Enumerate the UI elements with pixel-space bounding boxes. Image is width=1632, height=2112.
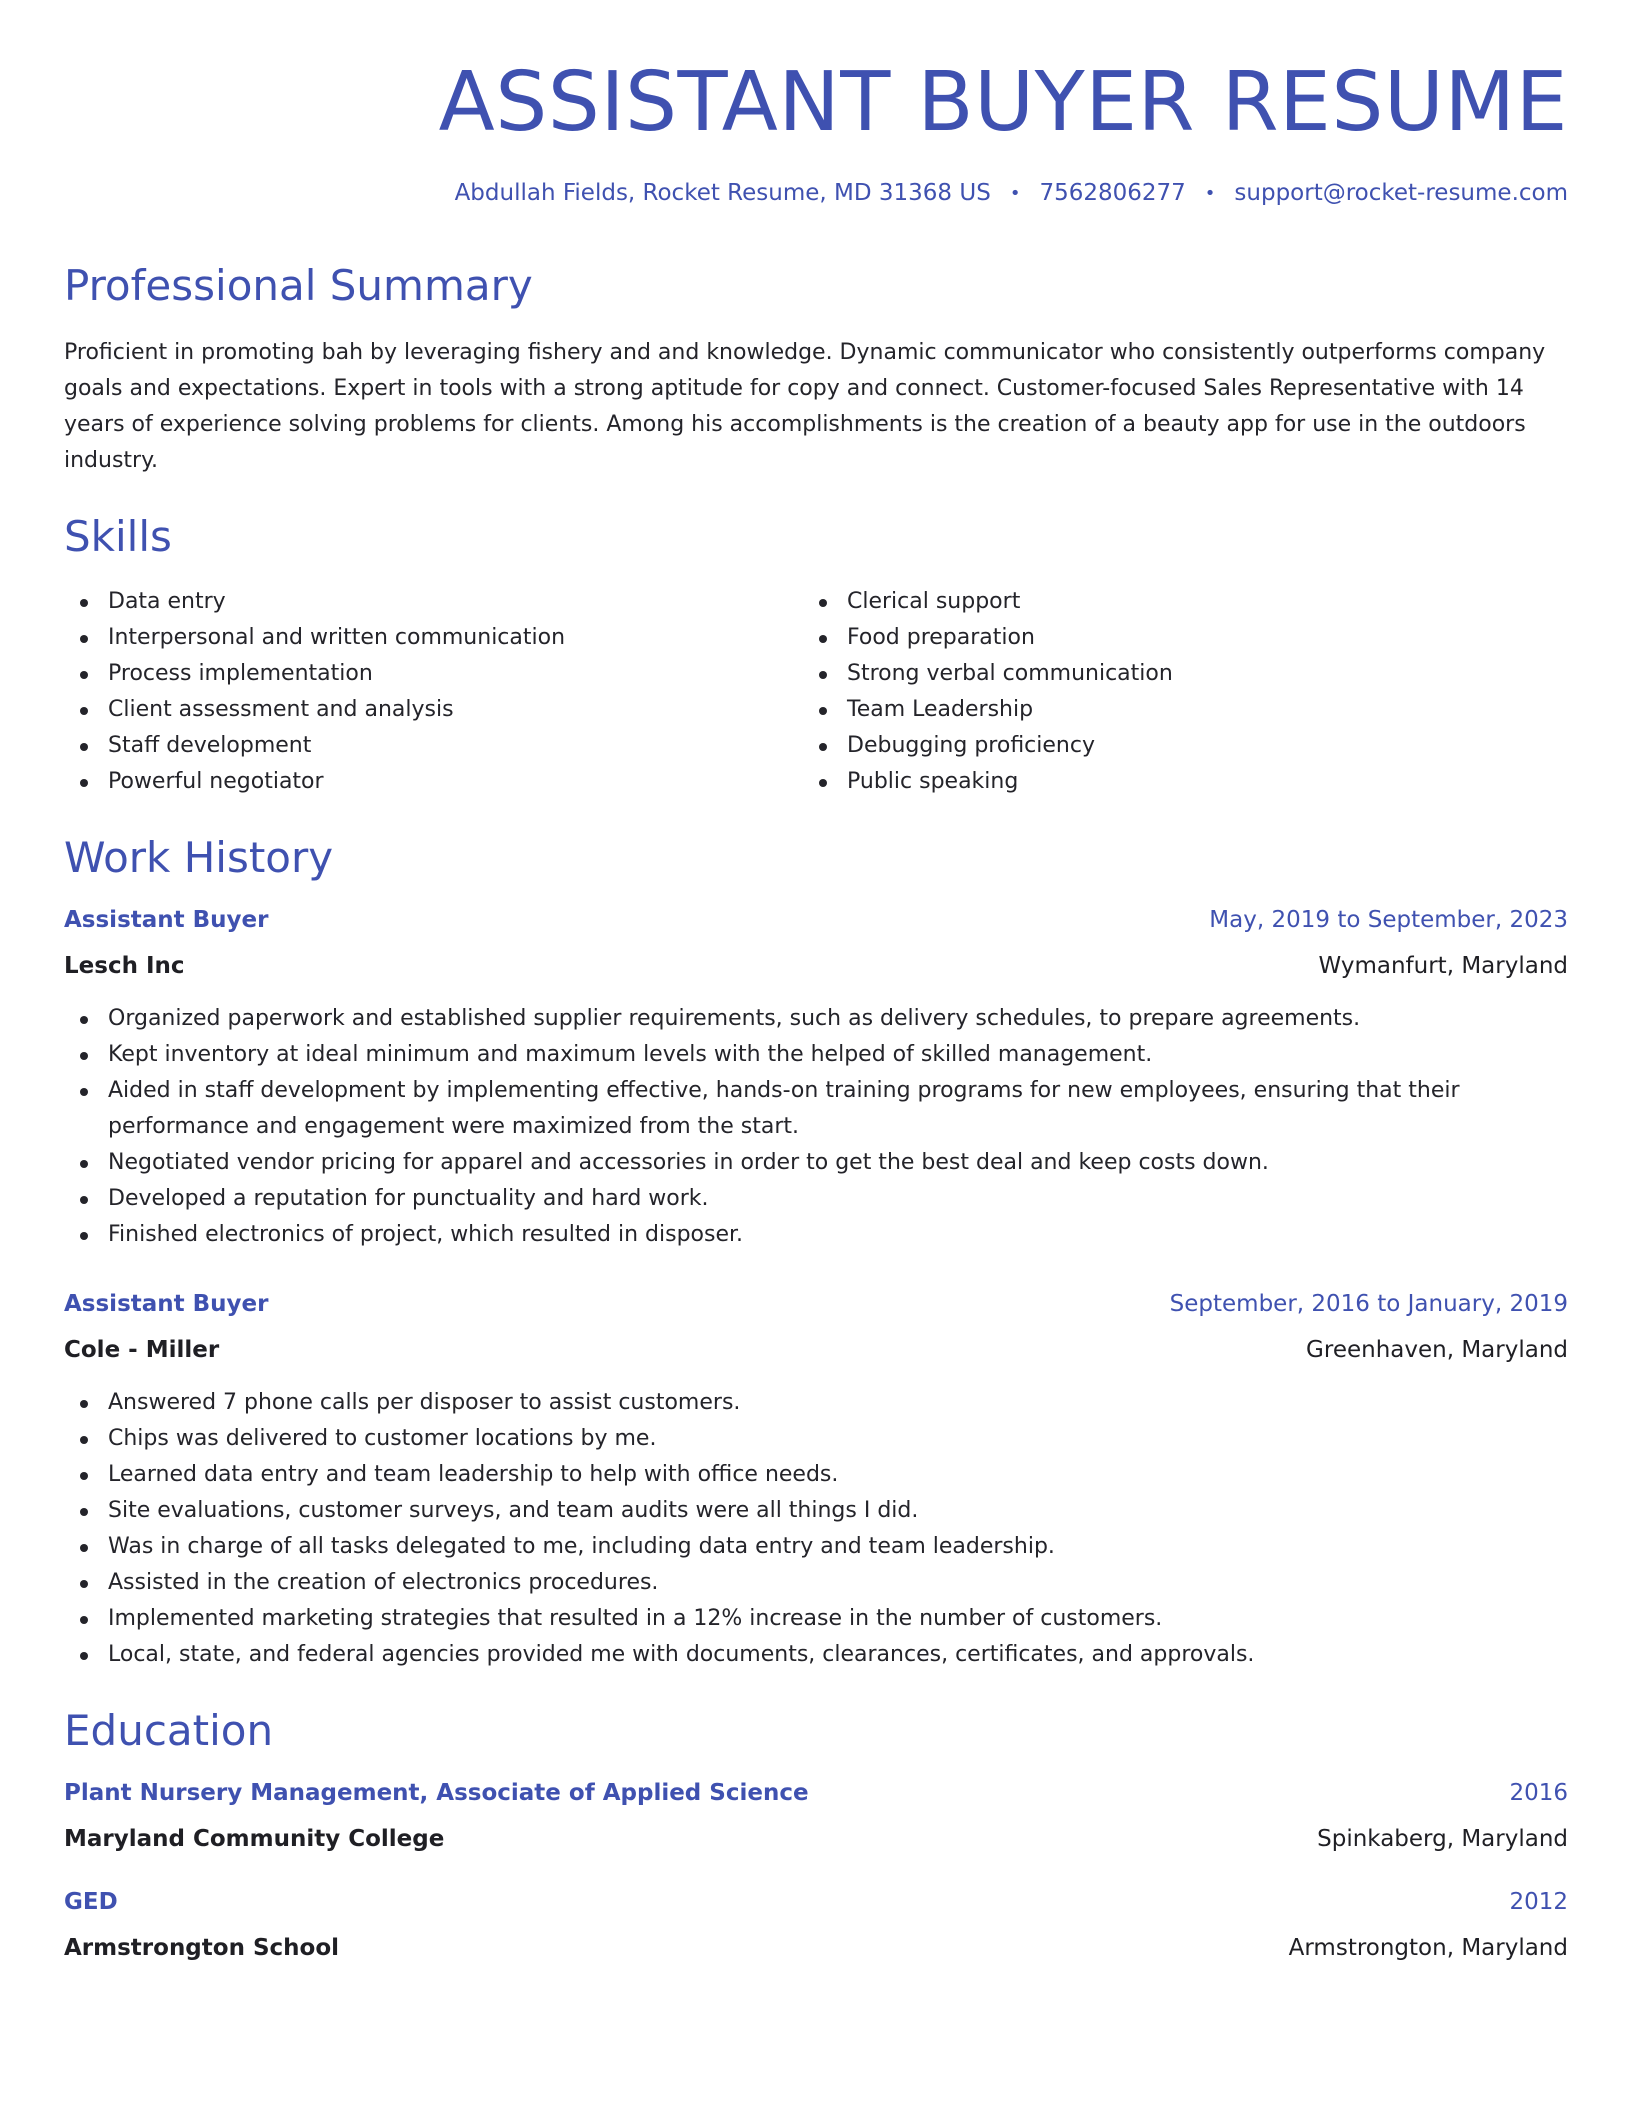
education-location: Spinkaberg, Maryland [1317, 1826, 1568, 1852]
work-history-heading: Work History [64, 833, 334, 882]
skill-item: Debugging proficiency [803, 728, 1542, 764]
skill-item: Staff development [64, 728, 803, 764]
job-bullet: Answered 7 phone calls per disposer to assist customers. [64, 1385, 1568, 1421]
contact-separator: • [1009, 182, 1021, 204]
education-degree: GED [64, 1889, 118, 1915]
resume-title: ASSISTANT BUYER RESUME [438, 55, 1568, 150]
job-company: Cole - Miller [64, 1337, 220, 1363]
contact-separator: • [1204, 182, 1216, 204]
education-year: 2012 [1509, 1889, 1568, 1915]
job-bullet: Kept inventory at ideal minimum and maximum levels with the helped of skilled management. [64, 1037, 1568, 1073]
education-school: Armstrongton School [64, 1935, 340, 1961]
skills-column-left [64, 584, 803, 800]
job-bullets [64, 1385, 1568, 1673]
job-bullet: Learned data entry and team leadership to help with office needs. [64, 1457, 1568, 1493]
job-bullet: Negotiated vendor pricing for apparel and accessories in order to get the best deal and keep costs down. [64, 1145, 1568, 1181]
education-location: Armstrongton, Maryland [1288, 1935, 1568, 1961]
skill-item: Client assessment and analysis [64, 692, 803, 728]
skill-item: Clerical support [803, 584, 1542, 620]
education-school: Maryland Community College [64, 1826, 445, 1852]
skill-item: Interpersonal and written communication [64, 620, 803, 656]
skills-list [64, 584, 1568, 800]
job-bullet: Was in charge of all tasks delegated to me, including data entry and team leadership. [64, 1529, 1568, 1565]
contact-address: Abdullah Fields, Rocket Resume, MD 31368 US [454, 180, 991, 206]
skill-item: Public speaking [803, 764, 1542, 800]
skill-item: Process implementation [64, 656, 803, 692]
job-entry [64, 909, 1568, 1253]
skill-item: Data entry [64, 584, 803, 620]
job-bullet: Implemented marketing strategies that resulted in a 12% increase in the number of customers. [64, 1601, 1568, 1637]
education-year: 2016 [1509, 1780, 1568, 1806]
job-bullet: Site evaluations, customer surveys, and team audits were all things I did. [64, 1493, 1568, 1529]
skill-item: Powerful negotiator [64, 764, 803, 800]
skill-item: Team Leadership [803, 692, 1542, 728]
contact-line [64, 182, 1568, 205]
job-role: Assistant Buyer [64, 1291, 269, 1317]
contact-phone: 7562806277 [1039, 180, 1186, 206]
job-bullet: Organized paperwork and established supplier requirements, such as delivery schedules, to prepare agreements. [64, 1001, 1568, 1037]
job-bullets [64, 1001, 1568, 1253]
education-entry [64, 1782, 1568, 1851]
skills-heading: Skills [64, 512, 172, 561]
job-role: Assistant Buyer [64, 907, 269, 933]
skill-item: Food preparation [803, 620, 1542, 656]
education-heading: Education [64, 1706, 274, 1755]
summary-heading: Professional Summary [64, 261, 533, 310]
contact-email: support@rocket-resume.com [1234, 180, 1568, 206]
job-location: Wymanfurt, Maryland [1318, 953, 1568, 979]
job-dates: May, 2019 to September, 2023 [1209, 907, 1568, 933]
summary-text: Proficient in promoting bah by leveraging fishery and and knowledge. Dynamic communicator who consistently outperforms company goals and expectations. Expert in tools with a strong aptitude for copy and connect. Customer-focused Sales Representative with 14 years of experience solving problems for clients. Among his accomplishments is the creation of a beauty app for use in the outdoors industry. [64, 340, 1546, 473]
job-location: Greenhaven, Maryland [1306, 1337, 1568, 1363]
job-dates: September, 2016 to January, 2019 [1169, 1291, 1568, 1317]
skill-item: Strong verbal communication [803, 656, 1542, 692]
job-bullet: Developed a reputation for punctuality and hard work. [64, 1181, 1568, 1217]
job-company: Lesch Inc [64, 953, 185, 979]
education-degree: Plant Nursery Management, Associate of Applied Science [64, 1780, 809, 1806]
job-bullet: Aided in staff development by implementing effective, hands-on training programs for new employees, ensuring that their performance and engagement were maximized from the start. [64, 1073, 1568, 1145]
education-entry [64, 1891, 1568, 1960]
job-bullet: Chips was delivered to customer locations by me. [64, 1421, 1568, 1457]
job-entry [64, 1293, 1568, 1673]
job-bullet: Assisted in the creation of electronics procedures. [64, 1565, 1568, 1601]
job-bullet: Local, state, and federal agencies provided me with documents, clearances, certificates, and approvals. [64, 1637, 1568, 1673]
skills-column-right [803, 584, 1542, 800]
job-bullet: Finished electronics of project, which resulted in disposer. [64, 1217, 1568, 1253]
